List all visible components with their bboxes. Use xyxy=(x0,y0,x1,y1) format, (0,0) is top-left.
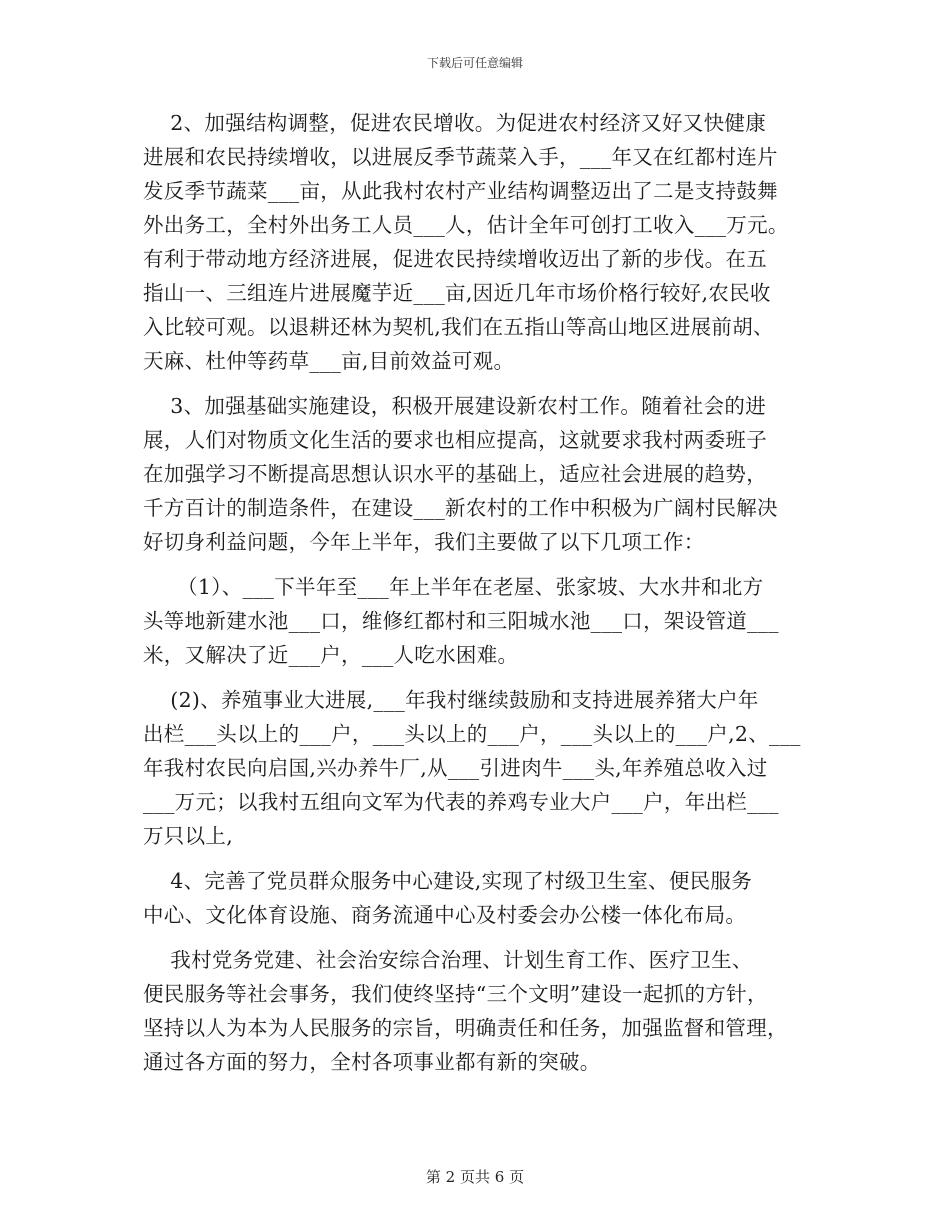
paragraph-summary xyxy=(143,943,807,1079)
paragraph-item-2 xyxy=(143,106,807,378)
text-line: 头等地新建水池___口，维修红都村和三阳城水池___口，架设管道___ xyxy=(143,609,779,633)
text-line: 指山一、三组连片进展魔芋近___亩,因近几年市场价格行较好,农民收 xyxy=(143,281,771,305)
text-line: 2、加强结构调整，促进农民增收。为促进农村经济又好又快健康 xyxy=(143,111,767,135)
text-line: 进展和农民持续增收，以进展反季节蔬菜入手，___年又在红都村连片 xyxy=(143,145,778,169)
text-line: 入比较可观。以退耕还林为契机,我们在五指山等高山地区进展前胡、 xyxy=(143,315,774,339)
text-line: 万只以上, xyxy=(143,824,234,848)
text-line: 千方百计的制造条件，在建设___新农村的工作中积极为广阔村民解决 xyxy=(143,496,778,520)
text-line: 坚持以人为本为人民服务的宗旨，明确责任和任务，加强监督和管理， xyxy=(143,1016,788,1040)
paragraph-gap xyxy=(143,378,807,389)
paragraph-item-3 xyxy=(143,389,807,559)
paragraph-item-4 xyxy=(143,864,807,932)
text-line: 米，又解决了近___户，___人吃水困难。 xyxy=(143,643,519,667)
text-line: （1）、___下半年至___年上半年在老屋、张家坡、大水井和北方 xyxy=(143,575,764,599)
text-line: 3、加强基础实施建设，积极开展建设新农村工作。随着社会的进 xyxy=(143,394,767,418)
text-line: ___万元；以我村五组向文军为代表的养鸡专业大户___户，年出栏___ xyxy=(143,790,779,814)
paragraph-gap xyxy=(143,853,807,864)
text-line: 年我村农民向启国,兴办养牛厂,从___引进肉牛___头,年养殖总收入过 xyxy=(143,756,768,780)
page-number: 第 2 页共 6 页 xyxy=(425,1168,525,1186)
text-line: 天麻、杜仲等药草___亩,目前效益可观。 xyxy=(143,349,515,373)
text-line: 外出务工，全村外出务工人员___人，估计全年可创打工收入___万元。 xyxy=(143,213,789,237)
header-note: 下载后可任意编辑 xyxy=(426,56,523,70)
text-line: 便民服务等社会事务，我们使终坚持“三个文明”建设一起抓的方针， xyxy=(143,982,768,1006)
text-line: 在加强学习不断提高思想认识水平的基础上，适应社会进展的趋势， xyxy=(143,462,767,486)
paragraph-gap xyxy=(143,672,807,683)
text-line: 中心、文化体育设施、商务流通中心及村委会办公楼一体化布局。 xyxy=(143,903,747,927)
text-line: 展，人们对物质文化生活的要求也相应提高，这就要求我村两委班子 xyxy=(143,428,767,452)
text-line: 我村党务党建、社会治安综合治理、计划生育工作、医疗卫生、 xyxy=(143,948,753,972)
document-body xyxy=(143,106,807,1079)
text-line: 有利于带动地方经济进展，促进农民持续增收迈出了新的步伐。在五 xyxy=(143,247,767,271)
text-line: 发反季节蔬菜___亩，从此我村农村产业结构调整迈出了二是支持鼓舞 xyxy=(143,179,778,203)
paragraph-item-3-1 xyxy=(143,570,807,672)
text-line: 通过各方面的努力，全村各项事业都有新的突破。 xyxy=(143,1050,601,1074)
paragraph-gap xyxy=(143,932,807,943)
paragraph-gap xyxy=(143,559,807,570)
paragraph-item-3-2 xyxy=(143,683,807,853)
text-line: 出栏___头以上的___户，___头以上的___户，___头以上的___户,2、___ xyxy=(143,722,801,746)
text-line: (2)、养殖事业大进展,___年我村继续鼓励和支持进展养猪大户年 xyxy=(143,688,759,712)
text-line: 好切身利益问题，今年上半年，我们主要做了以下几项工作： xyxy=(143,530,705,554)
text-line: 4、完善了党员群众服务中心建设,实现了村级卫生室、便民服务 xyxy=(143,869,753,893)
